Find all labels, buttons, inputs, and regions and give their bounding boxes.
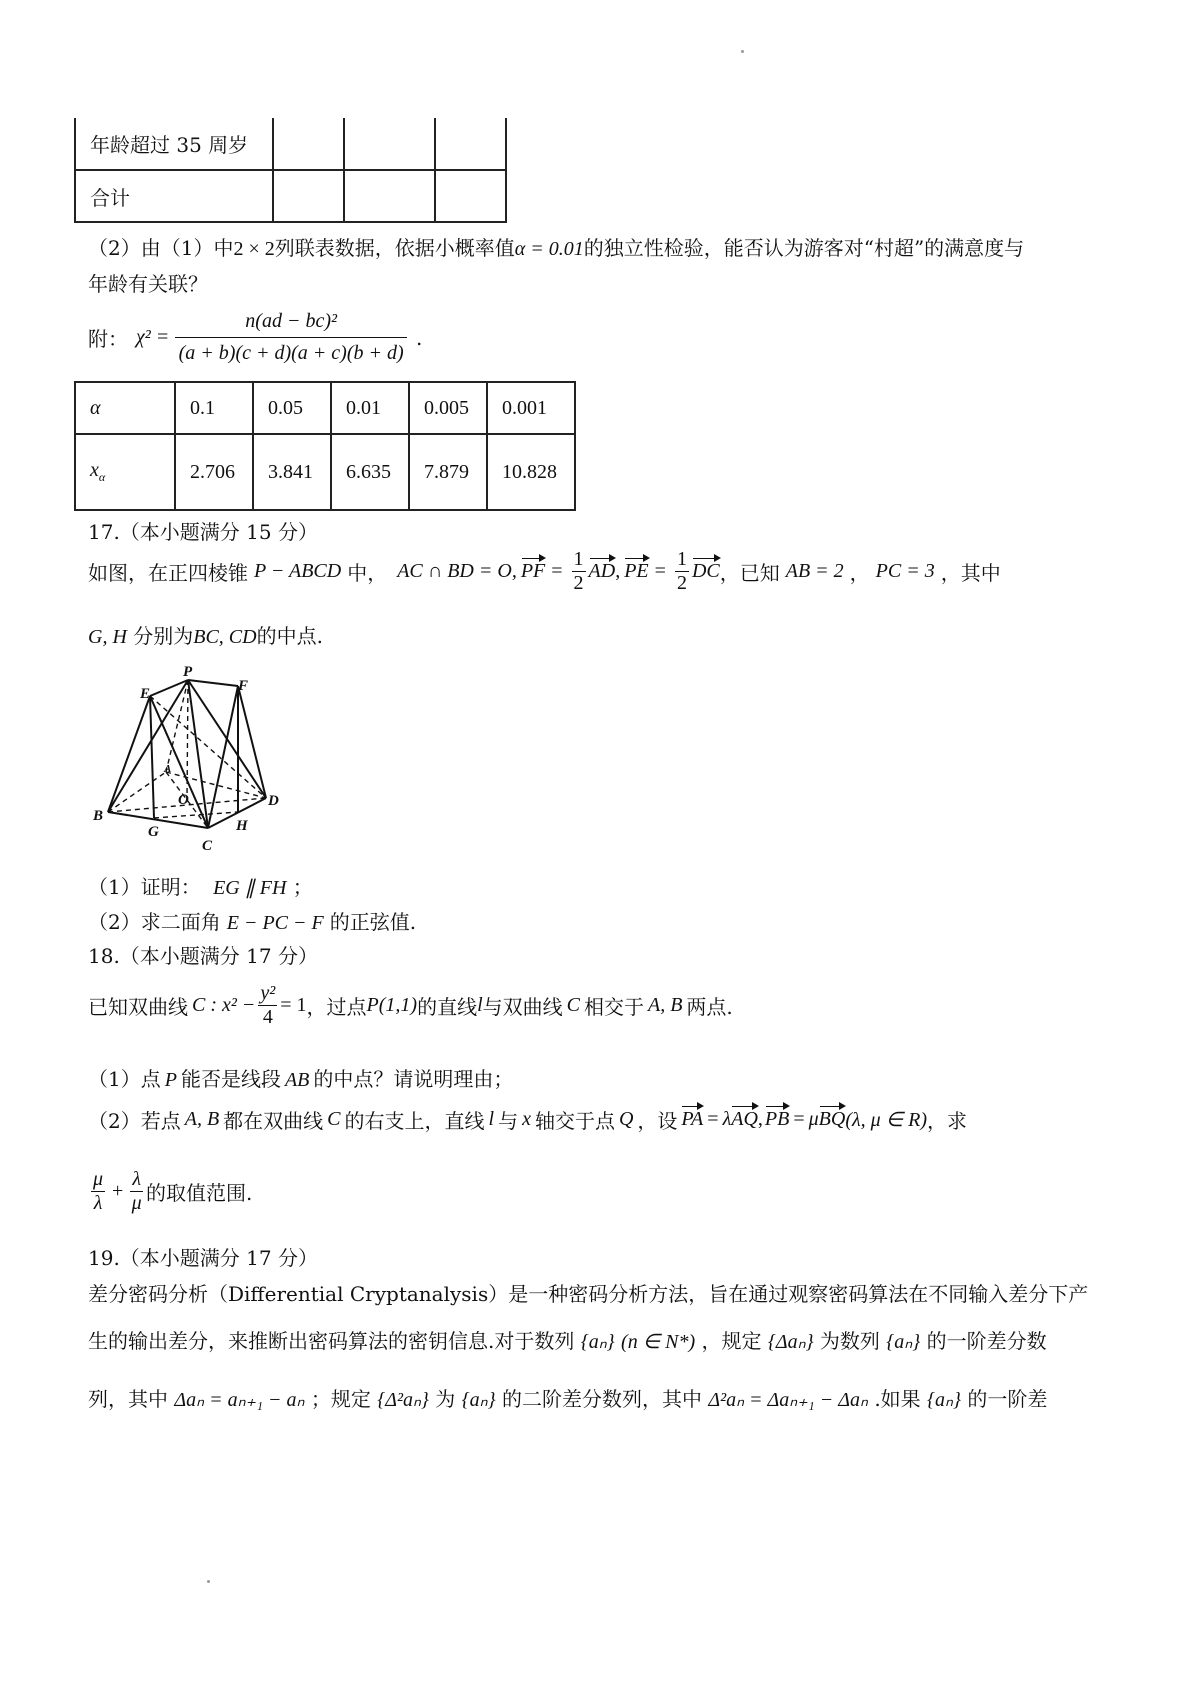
math: Δ²aₙ = Δaₙ₊₁ − Δaₙ <box>708 1389 868 1411</box>
critical-value-table <box>74 381 576 511</box>
chi-square-lhs: χ² = <box>136 326 170 348</box>
math: 2 × 2 <box>233 238 275 260</box>
text: 轴交于点 <box>534 1109 615 1133</box>
table-cell <box>273 170 344 222</box>
text: 为 <box>435 1387 456 1411</box>
x-alpha-value: 3.841 <box>253 434 331 510</box>
vector-bq: BQ <box>818 1108 846 1130</box>
text: 两点. <box>686 995 733 1019</box>
table-cell <box>344 118 435 170</box>
text: （1）点 <box>88 1067 161 1091</box>
text: （2）若点 <box>88 1109 181 1133</box>
question-17-stem-line2 <box>88 620 323 649</box>
fraction-mu-over-lambda <box>91 1168 105 1215</box>
figure-label-o: O <box>178 792 189 808</box>
vector-pb: PB <box>764 1108 790 1130</box>
text: （2）由（1）中 <box>88 236 234 260</box>
table-row-label: 合计 <box>75 170 273 222</box>
math: AC ∩ BD = O, <box>397 560 517 582</box>
question-18-part-2: （2）若点 A, B 都在双曲线 C 的右支上，直线 l 与 x 轴交于点 Q ，设 PA = λ AQ , PB = μ BQ (λ, μ ∈ R) ，求 <box>88 1105 967 1134</box>
math: (n ∈ N*) <box>621 1331 696 1353</box>
question-19-line2 <box>88 1325 1047 1354</box>
alpha-value: 0.01 <box>331 382 409 434</box>
contingency-table-fragment <box>74 118 507 223</box>
text: （1）证明： <box>88 875 201 899</box>
math: {aₙ} <box>461 1389 496 1411</box>
math: P <box>164 1069 177 1091</box>
question-19-line3 <box>88 1383 1047 1412</box>
math: A, B <box>184 1108 220 1130</box>
math: P − ABCD <box>254 560 342 582</box>
math: {Δaₙ} <box>767 1331 814 1353</box>
math: C <box>566 994 580 1016</box>
question-16-part-2-line2: 年龄有关联？ <box>88 272 208 296</box>
vector-pf: PF <box>520 560 546 582</box>
text: ，求 <box>927 1109 968 1133</box>
appendix-formula <box>88 310 422 365</box>
vector-ad: AD <box>588 560 616 582</box>
denominator: 4 <box>262 1006 273 1028</box>
math: {aₙ} <box>886 1331 921 1353</box>
period: . <box>416 325 423 350</box>
figure-label-b: B <box>93 808 104 824</box>
text: 都在双曲线 <box>223 1109 324 1133</box>
math: C : x² − <box>192 994 256 1016</box>
math: {aₙ} <box>580 1331 615 1353</box>
question-17-part-2 <box>88 906 416 935</box>
fraction-lambda-over-mu <box>130 1168 143 1215</box>
vector-pa: PA <box>681 1108 704 1130</box>
text: 的二阶差分数列，其中 <box>501 1387 702 1411</box>
math: l <box>488 1108 495 1130</box>
denominator: λ <box>93 1192 103 1214</box>
figure-label-h: H <box>236 818 248 834</box>
text: 的取值范围. <box>146 1181 253 1205</box>
denominator: μ <box>131 1192 142 1214</box>
math: A, B <box>647 994 683 1016</box>
question-19-header: 19.（本小题满分 17 分） <box>88 1246 318 1270</box>
math: {aₙ} <box>927 1389 962 1411</box>
denominator: (a + b)(c + d)(a + c)(b + d) <box>178 342 404 364</box>
math: E − PC − F <box>226 912 324 934</box>
vector-dc: DC <box>691 560 720 582</box>
math: C <box>327 1108 341 1130</box>
text: 的正弦值. <box>329 910 417 934</box>
numerator: 1 <box>676 548 687 570</box>
figure-label-a: A <box>164 763 172 775</box>
denominator: 2 <box>573 572 584 594</box>
numerator: μ <box>93 1168 104 1190</box>
vector-aq: AQ <box>731 1108 758 1130</box>
table-cell <box>435 118 506 170</box>
figure-label-e: E <box>140 686 151 702</box>
text: 与 <box>498 1109 519 1133</box>
text: 的直线 <box>417 995 478 1019</box>
text: 的中点. <box>256 624 323 648</box>
text: ，过点 <box>306 995 367 1019</box>
x-alpha-value: 6.635 <box>331 434 409 510</box>
text: 列，其中 <box>88 1387 168 1411</box>
question-17-stem: 如图，在正四棱锥 P − ABCD 中， AC ∩ BD = O, PF = $\frac{1}{2}$ AD , PE = $\frac{1}{2}$ DC ，已知 AB = 2 ， PC = 3 ，其中 <box>88 548 1001 594</box>
math: λ <box>722 1108 732 1130</box>
denominator: 2 <box>676 572 687 594</box>
fraction-y2-over-4 <box>258 982 277 1029</box>
text: 与双曲线 <box>482 995 563 1019</box>
text: 如图，在正四棱锥 <box>88 561 248 585</box>
math: Q <box>618 1108 634 1130</box>
figure-label-c: C <box>202 838 213 854</box>
text: ，设 <box>637 1109 678 1133</box>
text: ；规定 <box>310 1387 371 1411</box>
table-row-label: 年龄超过 35 周岁 <box>75 118 273 170</box>
math: (λ, μ ∈ R) <box>845 1109 928 1131</box>
question-18-part-2-line2: $\frac{\mu}{\lambda}$ + $\frac{\lambda}{\mu}$ 的取值范围. <box>93 1168 253 1214</box>
pyramid-figure <box>88 660 288 860</box>
text: 的一阶差 <box>967 1387 1048 1411</box>
table-cell <box>435 170 506 222</box>
math: Δaₙ = aₙ₊₁ − aₙ <box>174 1389 305 1411</box>
math: BC, CD <box>193 626 257 648</box>
text: 的一阶差分数 <box>926 1329 1047 1353</box>
question-18-header: 18.（本小题满分 17 分） <box>88 944 318 968</box>
question-16-part-2 <box>88 232 1024 261</box>
table-cell <box>273 118 344 170</box>
math: = <box>654 560 666 582</box>
text: 分别为 <box>133 624 194 648</box>
appendix-label: 附： <box>88 327 128 351</box>
math: EG ∥ FH <box>213 877 287 899</box>
alpha-value: 0.005 <box>409 382 487 434</box>
math: G, H <box>88 626 127 648</box>
text: （2）求二面角 <box>88 910 221 934</box>
x-alpha-value: 2.706 <box>175 434 253 510</box>
question-18-stem <box>88 982 733 1029</box>
math: l <box>477 994 483 1016</box>
text: 为数列 <box>819 1329 880 1353</box>
text: 列联表数据，依据小概率值 <box>274 236 515 260</box>
text: ，其中 <box>940 561 1001 585</box>
text: 已知双曲线 <box>88 995 188 1019</box>
text: 的中点？请说明理由； <box>313 1067 514 1091</box>
text: .如果 <box>874 1387 921 1411</box>
text: 生的输出差分，来推断出密码算法的密钥信息.对于数列 <box>88 1329 575 1353</box>
text: 的右支上，直线 <box>344 1109 485 1133</box>
alpha-value: 0.001 <box>487 382 575 434</box>
math: AB = 2 <box>785 560 844 582</box>
math: = <box>551 560 563 582</box>
text: ； <box>292 875 313 899</box>
math: α = 0.01 <box>514 238 584 260</box>
math: PC = 3 <box>875 560 935 582</box>
numerator: y² <box>260 982 276 1004</box>
text: 中， <box>347 561 388 585</box>
text: ，规定 <box>701 1329 762 1353</box>
text: 能否是线段 <box>180 1067 281 1091</box>
math: = 1 <box>280 994 307 1016</box>
question-18-part-1 <box>88 1063 513 1092</box>
text: 相交于 <box>583 995 644 1019</box>
math: x <box>522 1108 531 1130</box>
figure-label-p: P <box>183 664 193 680</box>
numerator: λ <box>132 1168 141 1190</box>
x-alpha-header: $x_\alpha$ <box>75 434 175 510</box>
text: 的独立性检验，能否认为游客对“村超”的满意度与 <box>583 236 1025 260</box>
x-alpha-value: 7.879 <box>409 434 487 510</box>
numerator: n(ad − bc)² <box>175 310 407 338</box>
figure-label-d: D <box>268 793 279 809</box>
math: P(1,1) <box>366 994 418 1016</box>
alpha-value: 0.05 <box>253 382 331 434</box>
math: {Δ²aₙ} <box>377 1389 429 1411</box>
scan-speck <box>207 1580 210 1583</box>
fraction-half <box>572 548 586 595</box>
question-17-part-1 <box>88 871 313 900</box>
fraction-half <box>675 548 689 595</box>
math: AB <box>284 1069 310 1091</box>
text: ，已知 <box>719 561 780 585</box>
question-17-header: 17.（本小题满分 15 分） <box>88 520 318 544</box>
chi-square-fraction <box>175 310 407 365</box>
math: μ <box>808 1108 819 1130</box>
numerator: 1 <box>573 548 584 570</box>
table-cell <box>344 170 435 222</box>
question-19-line1: 差分密码分析（Differential Cryptanalysis）是一种密码分析方法，旨在通过观察密码算法在不同输入差分下产 <box>88 1282 1089 1306</box>
vector-pe: PE <box>624 560 649 582</box>
figure-label-f: F <box>238 678 249 694</box>
figure-label-g: G <box>148 824 159 840</box>
alpha-value: 0.1 <box>175 382 253 434</box>
scan-speck <box>741 50 744 53</box>
x-alpha-value: 10.828 <box>487 434 575 510</box>
alpha-header: α <box>75 382 175 434</box>
